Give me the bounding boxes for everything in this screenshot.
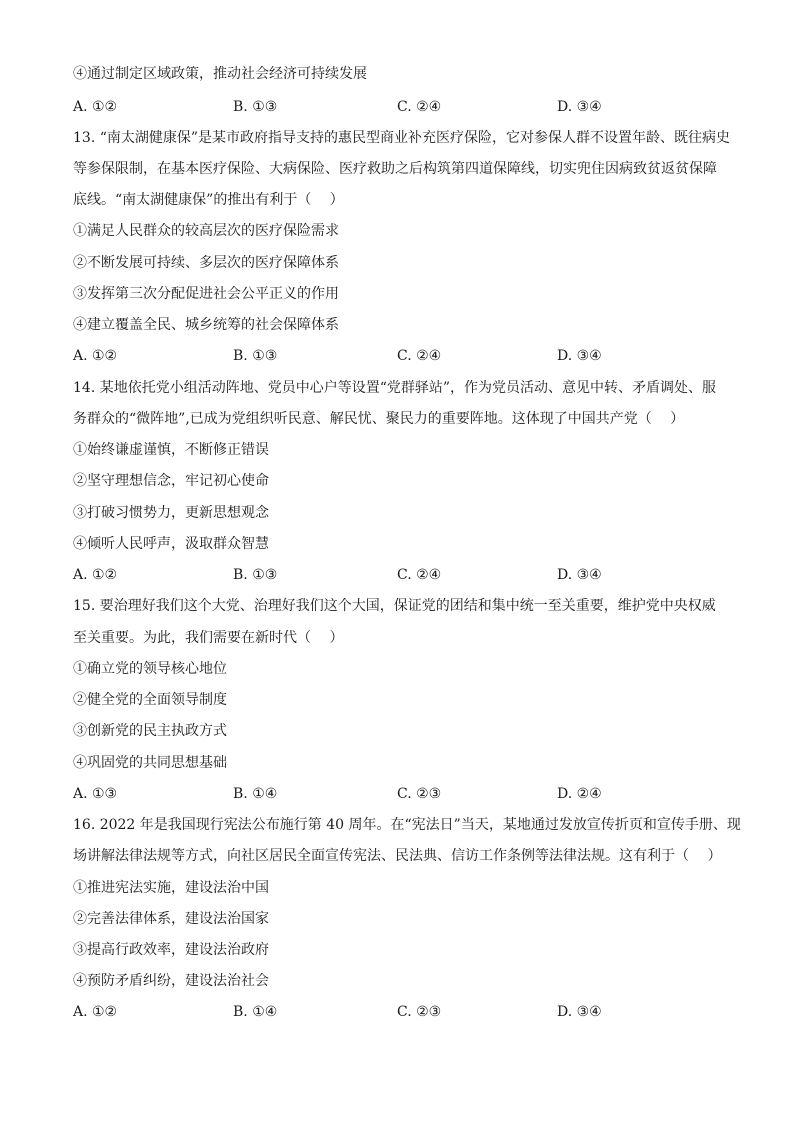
q14-option-b: B. ①③ xyxy=(233,567,278,583)
q16-item-4: ④预防矛盾纠纷，建设法治社会 xyxy=(73,973,269,989)
q13-item-1: ①满足人民群众的较高层次的医疗保险需求 xyxy=(73,223,339,239)
q15-stem-line-1: 15. 要治理好我们这个大党、治理好我们这个大国，保证党的团结和集中统一至关重要，维护党中央权威 xyxy=(73,598,716,614)
q16-item-3: ③提高行政效率，建设法治政府 xyxy=(73,942,269,958)
q14-option-a: A. ①② xyxy=(73,567,118,583)
q16-stem-line-2: 场讲解法律法规等方式，向社区居民全面宣传宪法、民法典、信访工作条例等法律法规。这有利于（ ） xyxy=(73,848,722,864)
q16-option-a: A. ①② xyxy=(73,1004,118,1020)
q16-option-d: D. ③④ xyxy=(557,1004,602,1020)
q16-option-b: B. ①④ xyxy=(233,1004,278,1020)
q16-stem-line-1: 16. 2022 年是我国现行宪法公布施行第 40 周年。在“宪法日”当天，某地通过发放宣传折页和宣传手册、现 xyxy=(73,817,741,833)
carryover-option-d: D. ③④ xyxy=(557,99,602,115)
q16-options xyxy=(73,1002,723,1022)
q15-item-3: ③创新党的民主执政方式 xyxy=(73,723,227,739)
q13-option-b: B. ①③ xyxy=(233,348,278,364)
q14-stem-line-2: 务群众的“微阵地”,已成为党组织听民意、解民忧、聚民力的重要阵地。这体现了中国共产党（ ） xyxy=(73,411,685,427)
q13-item-2: ②不断发展可持续、多层次的医疗保障体系 xyxy=(73,255,339,271)
q15-option-d: D. ②④ xyxy=(557,786,602,802)
carryover-options xyxy=(73,97,723,117)
q14-item-3: ③打破习惯势力，更新思想观念 xyxy=(73,505,269,521)
q15-option-a: A. ①③ xyxy=(73,786,118,802)
carryover-option-a: A. ①② xyxy=(73,99,118,115)
q13-item-3: ③发挥第三次分配促进社会公平正义的作用 xyxy=(73,286,339,302)
carryover-option-c: C. ②④ xyxy=(397,99,442,115)
q14-option-d: D. ③④ xyxy=(557,567,602,583)
q14-item-1: ①始终谦虚谨慎，不断修正错误 xyxy=(73,442,269,458)
q15-option-b: B. ①④ xyxy=(233,786,278,802)
q14-item-2: ②坚守理想信念，牢记初心使命 xyxy=(73,473,269,489)
q13-option-a: A. ①② xyxy=(73,348,118,364)
q14-options xyxy=(73,565,723,585)
q13-stem-line-1: 13. “南太湖健康保”是某市政府指导支持的惠民型商业补充医疗保险，它对参保人群不设置年龄、既往病史 xyxy=(73,130,731,146)
q13-option-c: C. ②④ xyxy=(397,348,442,364)
q13-options xyxy=(73,346,723,366)
q15-item-2: ②健全党的全面领导制度 xyxy=(73,692,227,708)
q16-item-1: ①推进宪法实施，建设法治中国 xyxy=(73,880,269,896)
q16-option-c: C. ②③ xyxy=(397,1004,442,1020)
carryover-option-b: B. ①③ xyxy=(233,99,278,115)
q13-item-4: ④建立覆盖全民、城乡统筹的社会保障体系 xyxy=(73,317,339,333)
q15-item-4: ④巩固党的共同思想基础 xyxy=(73,755,227,771)
q13-stem-line-2: 等参保限制，在基本医疗保险、大病保险、医疗救助之后构筑第四道保障线，切实兜住因病致贫返贫保障 xyxy=(73,161,717,177)
q15-options xyxy=(73,784,723,804)
q14-option-c: C. ②④ xyxy=(397,567,442,583)
q15-stem-line-2: 至关重要。为此，我们需要在新时代（ ） xyxy=(73,630,344,646)
q14-item-4: ④倾听人民呼声，汲取群众智慧 xyxy=(73,536,269,552)
carryover-item-4: ④通过制定区域政策，推动社会经济可持续发展 xyxy=(73,66,367,82)
q13-stem-line-3: 底线。“南太湖健康保”的推出有利于（ ） xyxy=(73,192,344,208)
q15-item-1: ①确立党的领导核心地位 xyxy=(73,661,227,677)
q14-stem-line-1: 14. 某地依托党小组活动阵地、党员中心户等设置“党群驿站”，作为党员活动、意见中转、矛盾调处、服 xyxy=(73,380,717,396)
q16-item-2: ②完善法律体系，建设法治国家 xyxy=(73,911,269,927)
q13-option-d: D. ③④ xyxy=(557,348,602,364)
q15-option-c: C. ②③ xyxy=(397,786,442,802)
